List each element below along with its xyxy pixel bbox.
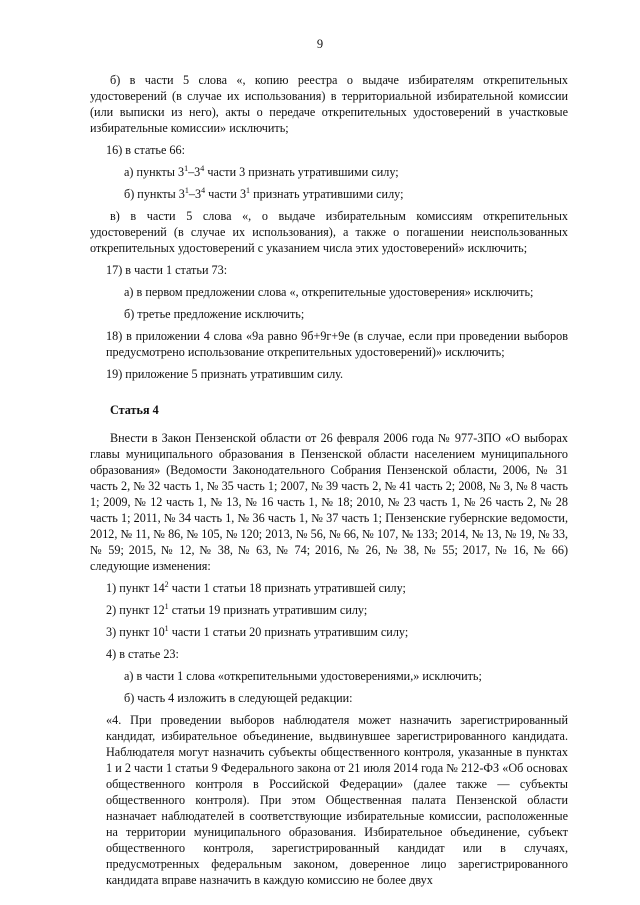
paragraph-b-part5: б) в части 5 слова «, копию реестра о выдаче избирателям открепительных удостоверений (в случае их использования) в территориальной избирательной комиссии (или выписки из него), акты о передаче открепительных удостоверений в участковые избирательные комиссии» исключить; <box>90 73 568 135</box>
item-16b: б) пункты $3^1-3^4$ части $3^1$ признать утратившими силу; <box>124 186 404 201</box>
item-17: 17) в части 1 статьи 73: <box>106 263 228 277</box>
document-body <box>90 72 568 888</box>
article-4-item-4b: б) часть 4 изложить в следующей редакции: <box>124 691 353 705</box>
item-17b: б) третье предложение исключить; <box>124 307 305 321</box>
item-17a: а) в первом предложении слова «, открепительные удостоверения» исключить; <box>124 285 534 299</box>
article-4-item-4: 4) в статье 23: <box>106 647 179 661</box>
item-16: 16) в статье 66: <box>106 143 185 157</box>
article-4-item-3: 3) пункт $10^1$ части 1 статьи 20 признать утратившим силу; <box>106 624 409 639</box>
item-18: 18) в приложении 4 слова «9а равно 9б+9г+9е (в случае, если при проведении выборов предусмотрено использование открепительных удостоверений)» исключить; <box>106 329 568 359</box>
page-number: 9 <box>316 37 324 51</box>
article-4-item-4a: а) в части 1 слова «открепительными удостоверениями,» исключить; <box>124 669 482 683</box>
article-4-intro: Внести в Закон Пензенской области от 26 февраля 2006 года № 977-ЗПО «О выборах главы муниципального образования в Пензенской области населением муниципального образования» (Ведомости Законодательного Собрания Пензенской области, 2006, № 31 часть 2, № 32 часть 1, № 35 часть 1; 2007, № 39 часть 2, № 41 часть 2; 2008, № 3, № 8 часть 1; 2009, № 12 часть 1, № 13, № 16 часть 1, № 18; 2010, № 23 часть 1, № 26 часть 2, № 28 часть 1; 2011, № 34 часть 1, № 36 часть 1, № 37 часть 1; Пензенские губернские ведомости, 2012, № 11, № 86, № 105, № 120; 2013, № 56, № 66, № 107, № 133; 2014, № 13, № 19, № 33, № 59; 2015, № 12, № 38, № 63, № 74; 2016, № 26, № 38, № 55; 2017, № 16, № 66) следующие изменения: <box>90 431 568 573</box>
item-16v: в) в части 5 слова «, о выдаче избирательным комиссиям открепительных удостоверений (в случае их использования), а также о погашении неиспользованных открепительных удостоверений с указанием числа этих удостоверений» исключить; <box>90 209 568 255</box>
article-4-item-2: 2) пункт $12^1$ статьи 19 признать утратившим силу; <box>106 602 368 617</box>
item-16a: а) пункты $3^1-3^4$ части 3 признать утратившими силу; <box>124 164 399 179</box>
article-4-item-1: 1) пункт $14^2$ части 1 статьи 18 признать утратившей силу; <box>106 580 406 595</box>
article-4-title: Статья 4 <box>110 403 159 417</box>
item-19: 19) приложение 5 признать утратившим силу. <box>106 367 344 381</box>
quoted-part-4: «4. При проведении выборов наблюдателя может назначить зарегистрированный кандидат, избирательное объединение, выдвинувшее зарегистрированного кандидата. Наблюдателя могут назначить субъекты общественного контроля, указанные в пунктах 1 и 2 части 1 статьи 9 Федерального закона от 21 июля 2014 года № 212-ФЗ «Об основах общественного контроля в Российской Федерации» (далее также — субъекты общественного контроля). При этом Общественная палата Пензенской области назначает наблюдателей в соответствующие избирательные комиссии, расположенные на территории муниципального образования. Избирательное объединение, субъект общественного контроля, зарегистрированный кандидат или в случаях, предусмотренных федеральным законом, доверенное лицо зарегистрированного кандидата вправе назначить в каждую комиссию не более двух <box>106 713 568 887</box>
